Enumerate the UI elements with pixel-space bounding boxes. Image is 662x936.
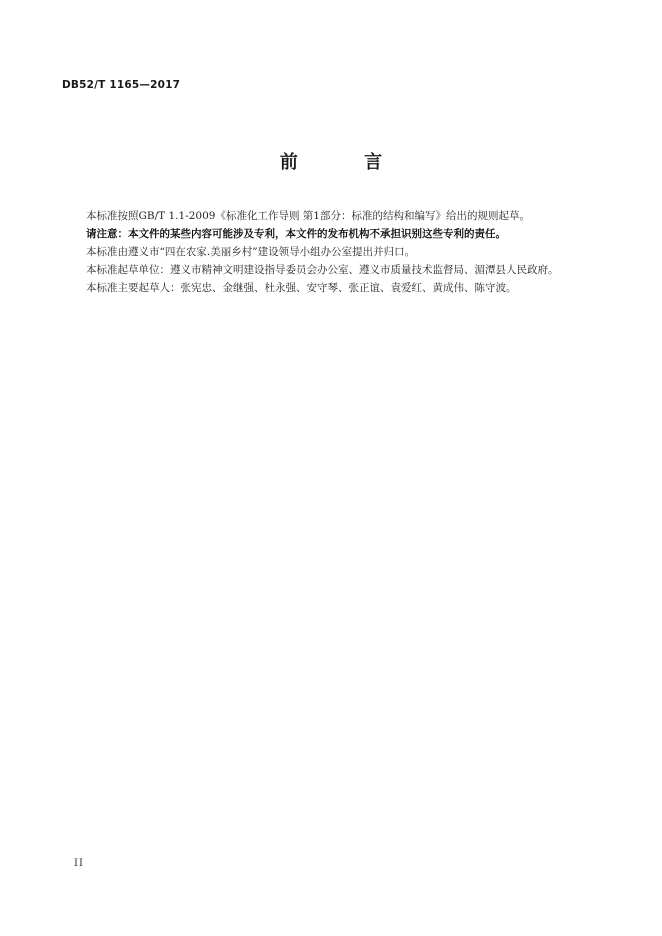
drafting-units-paragraph: 本标准起草单位：遵义市精神文明建设指导委员会办公室、遵义市质量技术监督局、湄潭县人民政府。 (86, 264, 559, 276)
foreword-body (62, 207, 592, 297)
proposer-paragraph: 本标准由遵义市“四在农家.美丽乡村”建设领导小组办公室提出并归口。 (86, 246, 416, 258)
standard-code: DB52/T 1165—2017 (62, 79, 181, 91)
page-number: II (74, 858, 84, 869)
drafters-paragraph: 本标准主要起草人：张宪忠、金继强、杜永强、安守琴、张正谊、袁爱红、黄成伟、陈守波。 (86, 282, 517, 294)
patent-notice-paragraph: 请注意：本文件的某些内容可能涉及专利，本文件的发布机构不承担识别这些专利的责任。 (86, 228, 506, 240)
page-title: 前 言 (279, 152, 413, 173)
drafting-rules-paragraph: 本标准按照GB/T 1.1-2009《标准化工作导则 第1部分：标准的结构和编写》给出的规则起草。 (86, 210, 530, 222)
